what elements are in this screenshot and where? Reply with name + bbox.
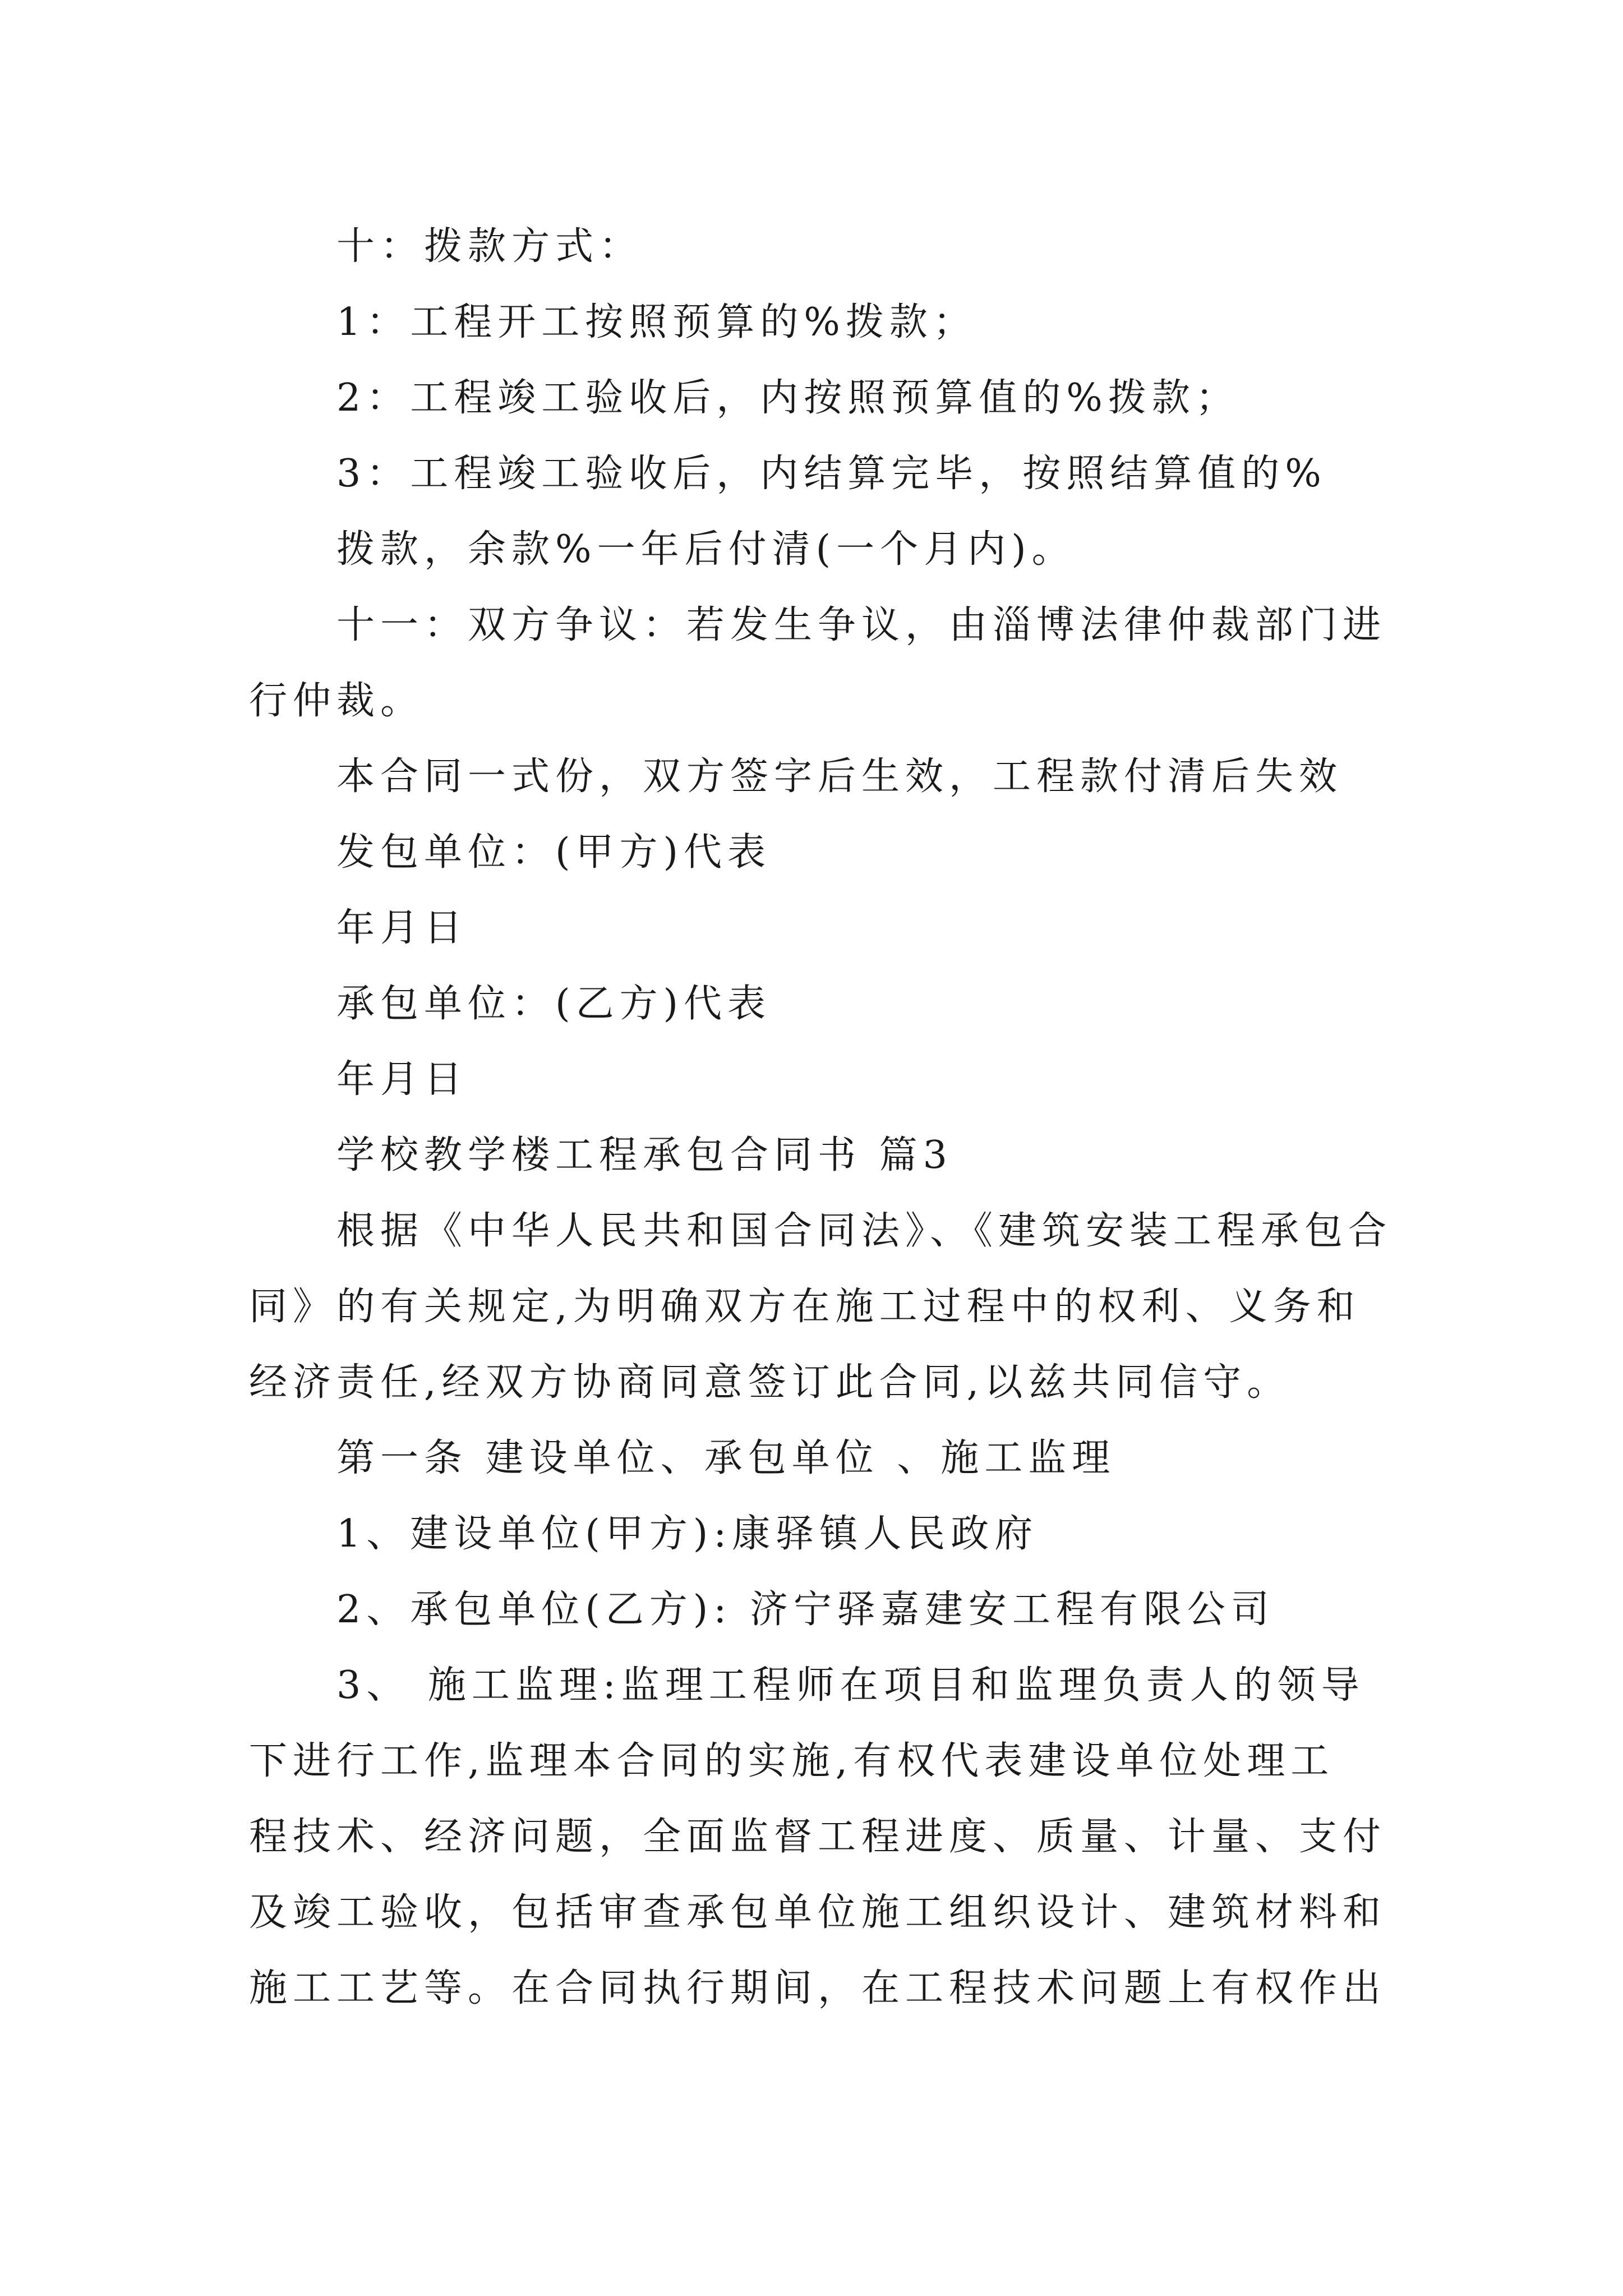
article-1-item-1: 1、建设单位(甲方):康驿镇人民政府	[336, 1512, 1039, 1556]
article-title: 学校教学楼工程承包合同书 篇3	[336, 1133, 953, 1177]
section-10-heading: 十：拨款方式：	[336, 224, 643, 269]
article-1-item-2: 2、承包单位(乙方): 济宁驿嘉建安工程有限公司	[336, 1588, 1275, 1632]
intro-paragraph-line-2: 同》的有关规定,为明确双方在施工过程中的权利、义务和	[249, 1285, 1361, 1329]
article-1-heading: 第一条 建设单位、承包单位 、施工监理	[336, 1436, 1116, 1480]
payment-clause-3-cont: 拨款，余款%一年后付清(一个月内)。	[336, 527, 1076, 572]
article-1-item-3: 3、 施工监理:监理工程师在项目和监理负责人的领导	[336, 1663, 1365, 1708]
payment-clause-3: 3：工程竣工验收后，内结算完毕，按照结算值的%	[336, 452, 1327, 496]
article-1-item-3-cont-2: 程技术、经济问题，全面监督工程进度、质量、计量、支付	[249, 1815, 1387, 1859]
party-b-date-line: 年月日	[336, 1057, 468, 1102]
section-11-dispute: 十一：双方争议：若发生争议，由淄博法律仲裁部门进	[336, 603, 1387, 647]
contract-copies-statement: 本合同一式份，双方签字后生效，工程款付清后失效	[336, 754, 1343, 799]
section-11-dispute-cont: 行仲裁。	[249, 679, 425, 723]
article-1-item-3-cont-4: 施工工艺等。在合同执行期间，在工程技术问题上有权作出	[249, 1966, 1387, 2010]
article-1-item-3-cont-1: 下进行工作,监理本合同的实施,有权代表建设单位处理工	[249, 1739, 1335, 1783]
intro-paragraph-line-1: 根据《中华人民共和国合同法》、《建筑安装工程承包合	[336, 1209, 1393, 1253]
payment-clause-2: 2：工程竣工验收后，内按照预算值的%拨款；	[336, 376, 1239, 420]
party-b-signature-line: 承包单位：(乙方)代表	[336, 982, 772, 1026]
party-a-signature-line: 发包单位：(甲方)代表	[336, 830, 772, 875]
payment-clause-1: 1：工程开工按照预算的%拨款；	[336, 300, 977, 344]
article-1-item-3-cont-3: 及竣工验收，包括审查承包单位施工组织设计、建筑材料和	[249, 1890, 1387, 1935]
party-a-date-line: 年月日	[336, 906, 468, 950]
intro-paragraph-line-3: 经济责任,经双方协商同意签订此合同,以兹共同信守。	[249, 1360, 1291, 1405]
